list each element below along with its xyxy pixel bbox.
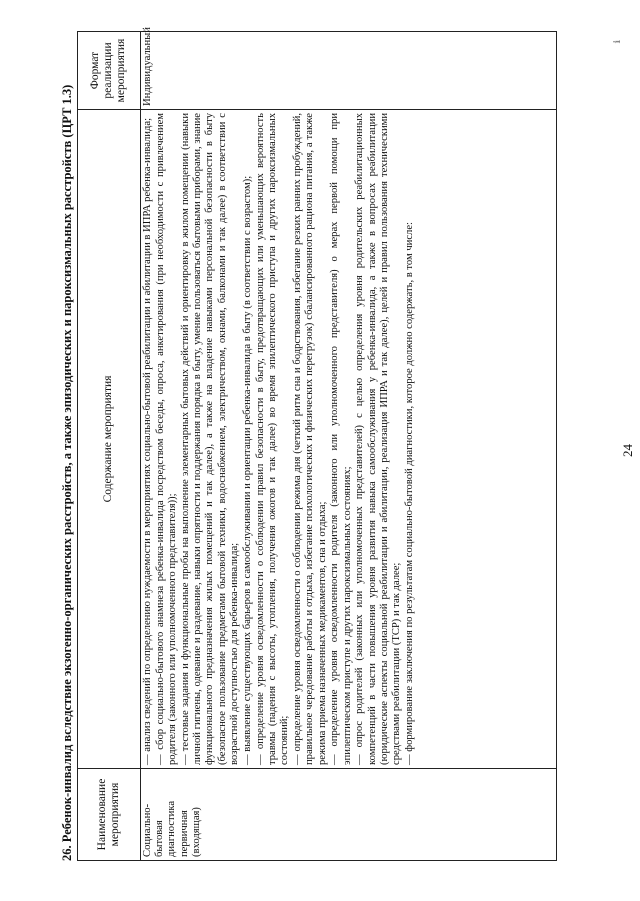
- corner-mark: ℹ: [612, 40, 622, 44]
- section-heading: 26. Ребенок-инвалид вследствие экзогенно-органических расстройств, а также эпизодических и пароксизмальных расстройств (ЦРТ 1.3): [60, 84, 74, 861]
- list-item: — опрос родителей (законных или уполномоченных представителей) с целью определения уровня родительских реабилитационных компетенций в части повышения уровня развития навыка самообслуживания у ребенка-инвалида, а также в вопросах реабилитации (юридические аспекты социальной реабилитации и абилитации, реализация ИПРА и так далее), целей и правил пользования техническими средствами реабилитации (ТСР) и так далее;: [354, 113, 403, 765]
- page-number: 24: [620, 444, 635, 457]
- table-row: [140, 32, 556, 861]
- header-name: Наименование мероприятия: [78, 769, 141, 861]
- measure-content: [140, 110, 556, 769]
- list-item: — анализ сведений по определению нуждаемости в мероприятиях социально-бытовой реабилитации и абилитации в ИПРА ребенка-инвалида;: [141, 117, 153, 765]
- measure-name: Социально-бытовая диагностика первичная (входящая): [140, 769, 556, 861]
- measure-format: Индивидуальный: [140, 32, 556, 110]
- list-item: — определение уровня осведомленности о соблюдении режима дня (четкий ритм сна и бодрствования, избегание резких ранних пробуждений, правильное чередование работы и отдыха, избегание психологических и физических перегрузок) сбалансированного рациона питания, а также режима приема назначенных медикаментов, сна и отдыха;: [291, 113, 328, 765]
- measures-table: [77, 27, 557, 861]
- list-item: — выявление существующих барьеров в самообслуживании и ориентации ребенка-инвалида в быту (в соответствии с возрастом);: [241, 175, 253, 765]
- list-item: — определение уровня осведомленности родителя (законного или уполномоченного представителя) о мерах первой помощи при эпилептическом приступе и других пароксизмальных состояниях;: [329, 113, 353, 765]
- list-item: — формирование заключения по результатам социально-бытовой диагностики, которое должно содержать, в том числе:: [404, 222, 416, 765]
- list-item: — тестовые задания и функциональные пробы на выполнение элементарных бытовых действий и ориентировку в жилом помещении (навыки личной гигиены, одевание и раздевание, навыки опрятности и поддержания порядка в быту, умение пользоваться бытовыми приборами, знание функционального предназначения жилых помещений и так далее), а также на владение навыками персональной безопасности в быту (безопасное пользование предметами бытовой техники, водоснабжением, электричеством, окнами, балконами и так далее) в соответствии с возрастной доступностью для ребенка-инвалида;: [179, 113, 240, 765]
- table-header-row: [78, 32, 141, 861]
- list-item: — сбор социально-бытового анамнеза ребенка-инвалида посредством беседы, опроса, анкетирования (при необходимости с привлечением родителя (законного или уполномоченного представителя));: [154, 113, 178, 765]
- header-content: Содержание мероприятия: [78, 110, 141, 769]
- list-item: — определение уровня осведомленности о соблюдении правил безопасности в быту, предотвращающих или уменьшающих вероятность травмы (падения с высоты, утопления, получения ожогов и так далее) во время эпилептического приступа и других пароксизмальных состояний;: [254, 113, 291, 765]
- header-format: Формат реализации мероприятия: [78, 32, 141, 110]
